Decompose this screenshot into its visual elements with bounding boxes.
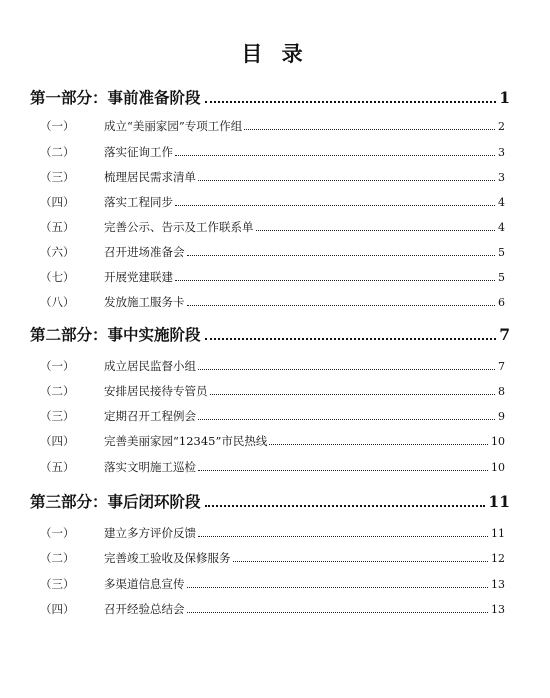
- dot-leader: [175, 280, 495, 281]
- entry-number: （二）: [40, 384, 75, 398]
- toc-entry[interactable]: [40, 219, 505, 235]
- dot-leader: [175, 155, 495, 156]
- dot-leader: [187, 305, 496, 306]
- entry-title: 开展党建联建: [104, 270, 173, 284]
- toc-entry[interactable]: [40, 459, 505, 475]
- toc-entry[interactable]: [40, 269, 505, 285]
- toc-entry[interactable]: [40, 383, 505, 399]
- entry-page-number: 5: [498, 271, 505, 284]
- entry-page-number: 2: [498, 120, 505, 133]
- toc-entry[interactable]: [40, 433, 505, 449]
- dot-leader: [256, 230, 496, 231]
- entry-title: 召开经验总结会: [104, 602, 185, 616]
- part-page-number: 1: [499, 88, 510, 107]
- dot-leader: [198, 419, 495, 420]
- entry-title: 完善美丽家园“12345”市民热线: [104, 434, 268, 448]
- toc-entry[interactable]: [40, 244, 505, 260]
- entry-number: （三）: [40, 409, 75, 423]
- dot-leader: [198, 369, 495, 370]
- part-label: 第一部分：事前准备阶段: [30, 88, 201, 107]
- part-page-number: 7: [499, 325, 510, 344]
- entry-title: 落实文明施工巡检: [104, 460, 196, 474]
- dot-leader: [244, 129, 495, 130]
- dot-leader: [198, 180, 495, 181]
- entry-title: 成立居民监督小组: [104, 359, 196, 373]
- entry-number: （四）: [40, 195, 75, 209]
- entry-title: 落实征询工作: [104, 145, 173, 159]
- toc-entry[interactable]: [40, 194, 505, 210]
- entry-page-number: 6: [498, 296, 505, 309]
- entry-page-number: 13: [491, 603, 505, 616]
- toc-entry[interactable]: [40, 358, 505, 374]
- entry-page-number: 12: [491, 552, 505, 565]
- entry-number: （一）: [40, 526, 75, 540]
- part-label: 第二部分：事中实施阶段: [30, 325, 201, 344]
- toc-entry[interactable]: [40, 144, 505, 160]
- dot-leader: [233, 561, 489, 562]
- toc-entry[interactable]: [40, 294, 505, 310]
- entry-number: （七）: [40, 270, 75, 284]
- part-page-number: 11: [488, 492, 510, 511]
- entry-page-number: 5: [498, 246, 505, 259]
- entry-page-number: 7: [498, 360, 505, 373]
- entry-number: （六）: [40, 245, 75, 259]
- toc-entry[interactable]: [40, 408, 505, 424]
- entry-title: 召开进场准备会: [104, 245, 185, 259]
- dot-leader: [187, 612, 489, 613]
- entry-title: 多渠道信息宣传: [104, 577, 185, 591]
- dot-leader: [198, 536, 488, 537]
- toc-entry[interactable]: [40, 525, 505, 541]
- entry-number: （五）: [40, 460, 75, 474]
- entry-title: 安排居民接待专管员: [104, 384, 208, 398]
- entry-page-number: 11: [491, 527, 505, 540]
- entry-number: （二）: [40, 551, 75, 565]
- entry-page-number: 9: [498, 410, 505, 423]
- toc-entry[interactable]: [40, 550, 505, 566]
- toc-entry[interactable]: [40, 576, 505, 592]
- dot-leader: [205, 101, 497, 103]
- entry-page-number: 4: [498, 221, 505, 234]
- dot-leader: [269, 444, 488, 445]
- entry-page-number: 10: [491, 461, 505, 474]
- dot-leader: [205, 338, 497, 340]
- entry-title: 梳理居民需求清单: [104, 170, 196, 184]
- entry-title: 发放施工服务卡: [104, 295, 185, 309]
- entry-page-number: 8: [498, 385, 505, 398]
- entry-title: 定期召开工程例会: [104, 409, 196, 423]
- entry-number: （五）: [40, 220, 75, 234]
- entry-number: （一）: [40, 359, 75, 373]
- dot-leader: [198, 470, 488, 471]
- entry-number: （三）: [40, 170, 75, 184]
- entry-page-number: 13: [491, 578, 505, 591]
- entry-number: （三）: [40, 577, 75, 591]
- toc-entry[interactable]: [40, 118, 505, 134]
- part-label: 第三部分：事后闭环阶段: [30, 492, 201, 511]
- entry-number: （二）: [40, 145, 75, 159]
- toc-entry[interactable]: [40, 169, 505, 185]
- dot-leader: [210, 394, 496, 395]
- toc-entry[interactable]: [40, 601, 505, 617]
- dot-leader: [175, 205, 495, 206]
- toc-part-2[interactable]: [30, 323, 510, 345]
- dot-leader: [205, 505, 486, 507]
- entry-page-number: 10: [491, 435, 505, 448]
- toc-part-1[interactable]: [30, 86, 510, 108]
- toc-part-3[interactable]: [30, 490, 510, 512]
- entry-title: 完善公示、告示及工作联系单: [104, 220, 254, 234]
- entry-page-number: 4: [498, 196, 505, 209]
- page-title: 目 录: [241, 41, 309, 66]
- entry-number: （四）: [40, 602, 75, 616]
- dot-leader: [187, 255, 496, 256]
- entry-page-number: 3: [498, 171, 505, 184]
- entry-number: （八）: [40, 295, 75, 309]
- entry-number: （四）: [40, 434, 75, 448]
- entry-page-number: 3: [498, 146, 505, 159]
- entry-title: 建立多方评价反馈: [104, 526, 196, 540]
- entry-title: 完善竣工验收及保修服务: [104, 551, 231, 565]
- entry-title: 落实工程同步: [104, 195, 173, 209]
- dot-leader: [187, 587, 489, 588]
- entry-title: 成立“美丽家园”专项工作组: [104, 119, 243, 133]
- entry-number: （一）: [40, 119, 75, 133]
